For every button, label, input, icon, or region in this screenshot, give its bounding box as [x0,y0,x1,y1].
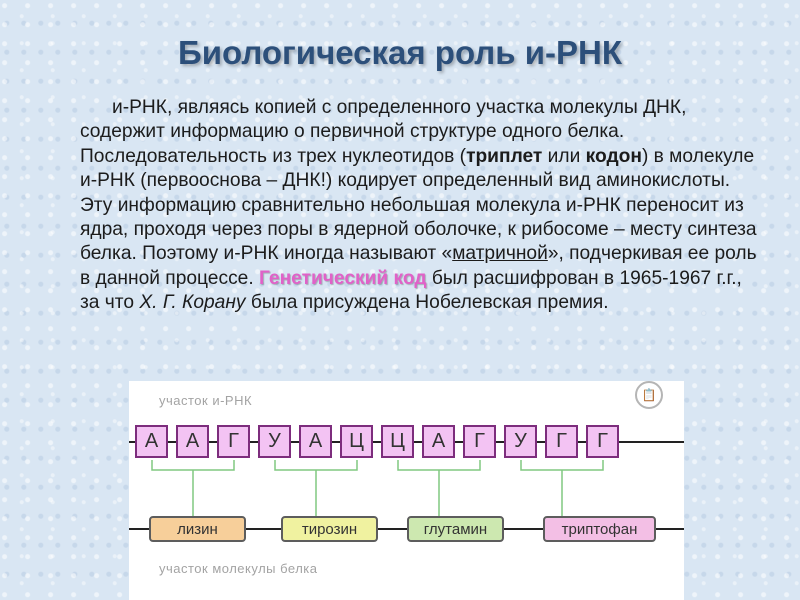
text-part-3: ) в молекуле и-РНК (первооснова – ДНК!) кодирует определенный вид аминокислоты. Эту информацию сравнительно небольшая молекула и-РНК переносит из ядра, проходя через поры в ядерной оболочке, к рибосоме – месту синтеза белка. Поэтому и-РНК иногда называют « [80,145,757,265]
term-codon: кодон [585,145,642,167]
text-part-2: или [542,145,586,167]
amino-acid-triptofan: триптофан [543,516,656,542]
body-paragraph [80,96,760,316]
bracket-1 [152,460,234,470]
amino-acid-tirozin: тирозин [281,516,378,542]
term-matrix: матричной [452,243,548,265]
bracket-4 [521,460,603,470]
nucleotide: Г [217,425,250,458]
rna-protein-diagram [129,381,684,600]
nucleotide: Г [586,425,619,458]
clipboard-icon: 📋 [635,381,663,409]
nucleotide: А [299,425,332,458]
nucleotide: У [258,425,291,458]
text-part-5: был расшифрован в 1965-1967 г.г., за что [80,267,742,314]
nucleotide: А [422,425,455,458]
nucleotide: А [176,425,209,458]
bracket-2 [275,460,357,470]
bracket-3 [398,460,480,470]
term-triplet: триплет [466,145,543,167]
text-part-6: была присуждена Нобелевская премия. [245,292,609,314]
term-genetic-code: Генетический код [259,267,427,289]
scientist-name: Х. Г. Корану [139,292,246,314]
nucleotide: Г [463,425,496,458]
protein-segment-label: участок молекулы белка [159,561,318,576]
text-part-1: и-РНК, являясь копией с определенного участка молекулы ДНК, содержит информацию о первичной структуре одного белка. Последовательность из трех нуклеотидов ( [80,97,687,167]
nucleotide-row [135,425,619,458]
nucleotide: Ц [340,425,373,458]
rna-segment-label: участок и-РНК [159,393,253,408]
nucleotide: А [135,425,168,458]
amino-acid-lizin: лизин [149,516,246,542]
amino-acid-glutamin: глутамин [407,516,504,542]
nucleotide: Г [545,425,578,458]
nucleotide: Ц [381,425,414,458]
slide-title: Биологическая роль и-РНК [178,34,622,71]
nucleotide: У [504,425,537,458]
text-part-4: », подчеркивая ее роль в данной процессе. [80,243,757,289]
